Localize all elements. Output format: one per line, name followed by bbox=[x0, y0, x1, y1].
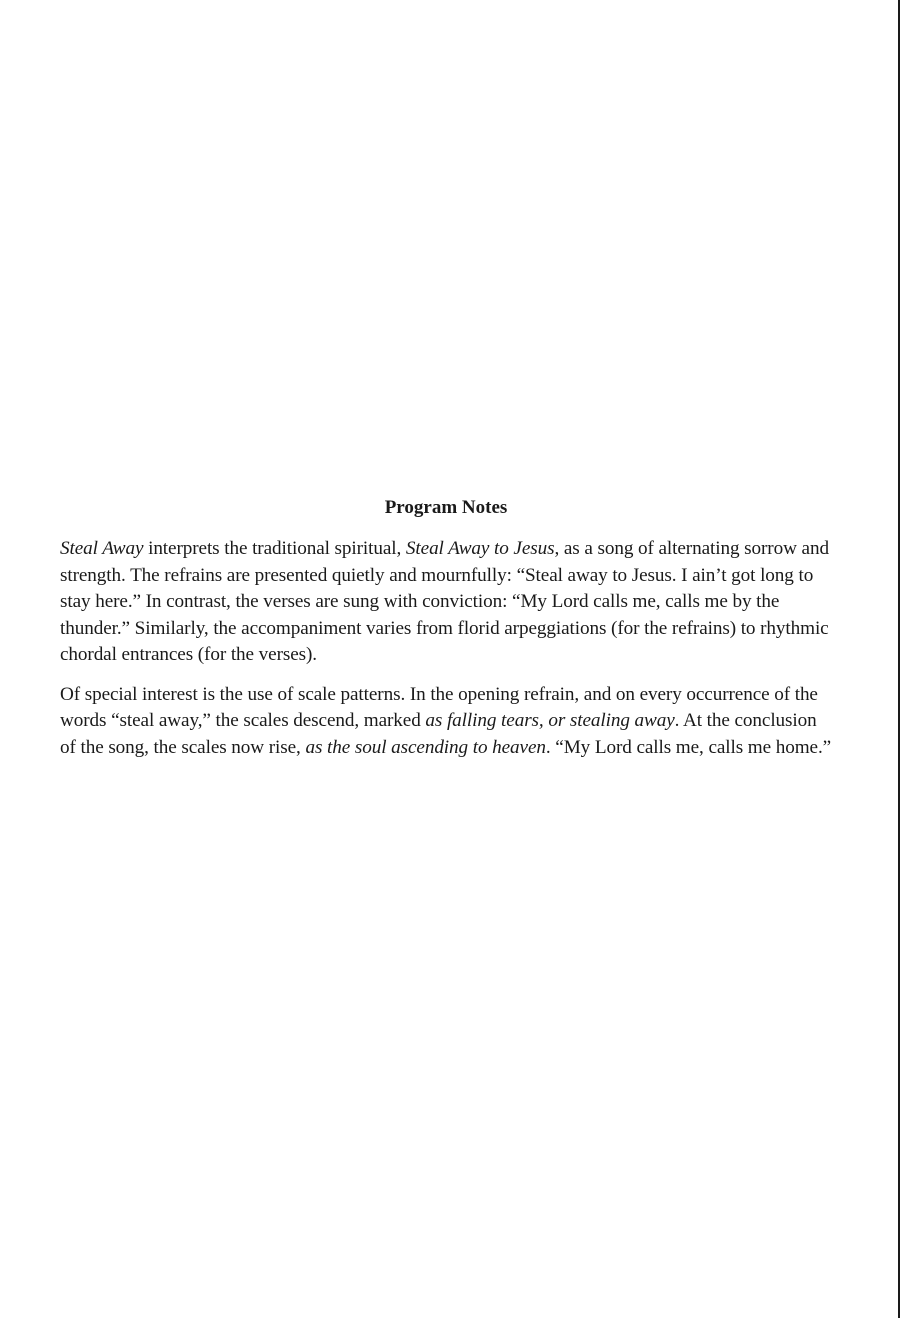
paragraph-2-text-c: . “My Lord calls me, calls me home.” bbox=[545, 736, 832, 758]
paragraph-1 bbox=[60, 536, 832, 669]
paragraph-1-text-a: interprets the traditional spiritual, bbox=[143, 538, 406, 559]
paragraph-2-text-b: . At the conclusion of the song, the scales now rise, bbox=[60, 710, 817, 758]
italic-title-steal-away: Steal Away bbox=[60, 538, 144, 559]
paragraph-2 bbox=[60, 682, 832, 762]
italic-marking-falling-tears: as falling tears, or stealing away bbox=[425, 710, 675, 731]
italic-marking-soul-ascending: as the soul ascending to heaven bbox=[305, 736, 546, 758]
page-title: Program Notes bbox=[384, 497, 508, 518]
paragraph-2-text-a: Of special interest is the use of scale patterns. In the opening refrain, and on every occurrence of the words “steal away,” the scales descend, marked bbox=[60, 683, 818, 731]
italic-title-steal-away-to-jesus: Steal Away to Jesus bbox=[405, 538, 555, 559]
paragraph-1-text-b: , as a song of alternating sorrow and strength. The refrains are presented quietly and mournfully: “Steal away to Jesus. I ain’t got long to stay here.” In contrast, the verses are sung with conviction: “My Lord calls me, calls me by the thunder.” Similarly, the accompaniment varies from florid arpeggiations (for the refrains) to rhythmic chordal entrances (for the verses). bbox=[60, 538, 829, 665]
program-notes bbox=[60, 494, 832, 774]
